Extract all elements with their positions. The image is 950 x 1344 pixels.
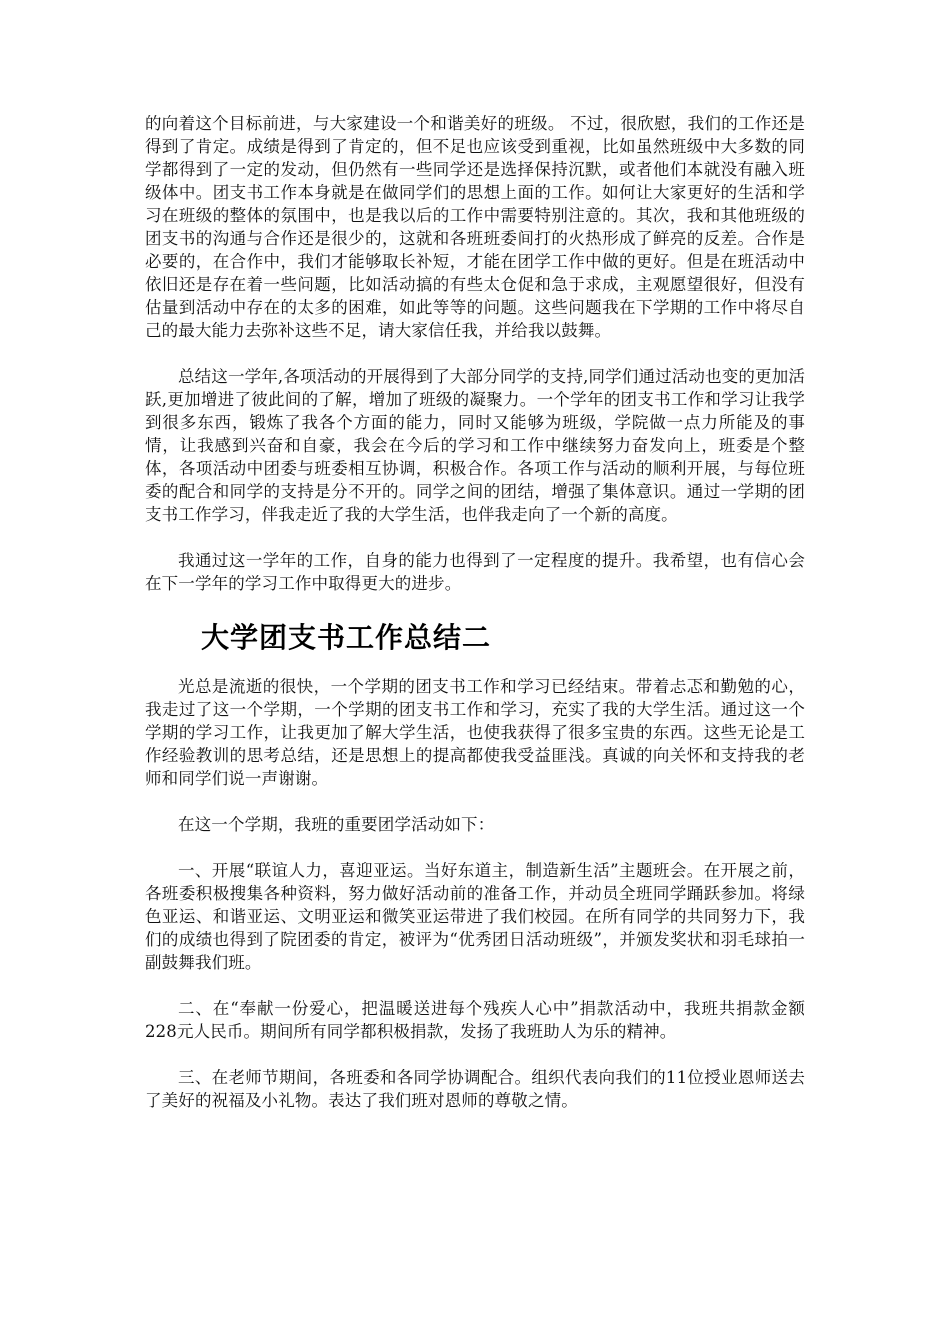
paragraph-activity-one: 一、开展“联谊人力，喜迎亚运。当好东道主，制造新生活”主题班会。在开展之前，各班委积极搜集各种资料，努力做好活动前的准备工作，并动员全班同学踊跃参加。将绿色亚运、和谐亚运、文明亚运和微笑亚运带进了我们校园。在所有同学的共同努力下，我们的成绩也得到了院团委的肯定，被评为“优秀团日活动班级”，并颁发奖状和羽毛球拍一副鼓舞我们班。 bbox=[145, 861, 805, 972]
paragraph-year-summary: 总结这一学年,各项活动的开展得到了大部分同学的支持,同学们通过活动也变的更加活跃,更加增进了彼此间的了解，增加了班级的凝聚力。一个学年的团支书工作和学习让我学到很多东西，锻炼了我各个方面的能力，同时又能够为班级，学院做一点力所能及的事情，让我感到兴奋和自豪，我会在今后的学习和工作中继续努力奋发向上，班委是个整体，各项活动中团委与班委相互协调，积极合作。各项工作与活动的顺利开展，与每位班委的配合和同学的支持是分不开的。同学之间的团结，增强了集体意识。通过一学期的团支书工作学习，伴我走近了我的大学生活，也伴我走向了一个新的高度。 bbox=[145, 367, 805, 524]
paragraph-activity-two: 二、在“奉献一份爱心，把温暖送进每个残疾人心中”捐款活动中，我班共捐款金额228元人民币。期间所有同学都积极捐款，发扬了我班助人为乐的精神。 bbox=[145, 999, 805, 1041]
document-page bbox=[145, 112, 805, 1135]
paragraph-activity-three: 三、在老师节期间，各班委和各同学协调配合。组织代表向我们的11位授业恩师送去了美好的祝福及小礼物。表达了我们班对恩师的尊敬之情。 bbox=[145, 1068, 805, 1110]
paragraph-self-improvement: 我通过这一学年的工作，自身的能力也得到了一定程度的提升。我希望，也有信心会在下一学年的学习工作中取得更大的进步。 bbox=[145, 551, 805, 593]
paragraph-continuation: 的向着这个目标前进，与大家建设一个和谐美好的班级。 不过，很欣慰，我们的工作还是得到了肯定。成绩是得到了肯定的，但不足也应该受到重视，比如虽然班级中大多数的同学都得到了一定的发动，但仍然有一些同学还是选择保持沉默，或者他们本就没有融入班级体中。团支书工作本身就是在做同学们的思想上面的工作。如何让大家更好的生活和学习在班级的整体的氛围中，也是我以后的工作中需要特别注意的。其次，我和其他班级的团支书的沟通与合作还是很少的，这就和各班班委间打的火热形成了鲜亮的反差。合作是必要的，在合作中，我们才能够取长补短，才能在团学工作中做的更好。但是在班活动中依旧还是存在着一些问题，比如活动搞的有些太仓促和急于求成，主观愿望很好，但没有估量到活动中存在的太多的困难，如此等等的问题。这些问题我在下学期的工作中将尽自己的最大能力去弥补这些不足，请大家信任我，并给我以鼓舞。 bbox=[145, 114, 805, 340]
paragraph-semester-intro: 光总是流逝的很快，一个学期的团支书工作和学习已经结束。带着忐忑和勤勉的心，我走过了这一个学期，一个学期的团支书工作和学习，充实了我的大学生活。通过这一个学期的学习工作，让我更加了解大学生活，也使我获得了很多宝贵的东西。这些无论是工作经验教训的思考总结，还是思想上的提高都使我受益匪浅。真诚的向关怀和支持我的老师和同学们说一声谢谢。 bbox=[145, 677, 805, 788]
section-heading: 大学团支书工作总结二 bbox=[201, 621, 492, 654]
paragraph-activities-lead: 在这一个学期，我班的重要团学活动如下： bbox=[178, 815, 495, 834]
